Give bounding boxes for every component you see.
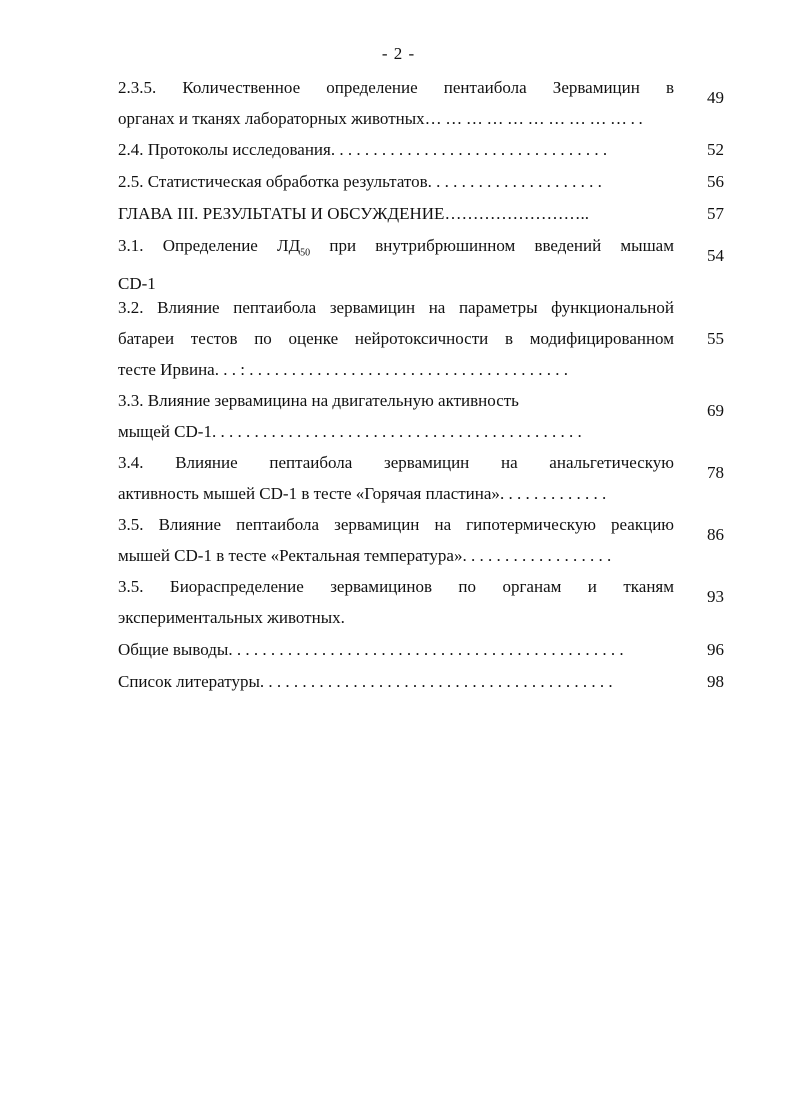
toc-entry-text: 3.5. Биораспределение зервамицинов по органам и тканям — [118, 577, 674, 596]
toc-entry-text: мыщей CD-1 — [118, 422, 212, 441]
toc-entry-text: Общие выводы — [118, 640, 229, 659]
toc-entry-text: активность мышей CD-1 в тесте «Горячая пластина» — [118, 484, 500, 503]
toc-entry-text: 3.5. Влияние пептаибола зервамицин на гипотермическую реакцию — [118, 515, 674, 534]
leader-dots: ………………………….. — [424, 109, 647, 128]
toc-page-number: 49 — [707, 88, 724, 107]
toc-page-number: 78 — [707, 463, 724, 482]
toc-entry-text: экспериментальных животных. — [118, 608, 345, 627]
leader-dots: . . . . . . . . . . . . . . . . . . . . . . . . . . . . . . . . . — [330, 140, 608, 159]
toc-page-number: 54 — [707, 246, 724, 265]
toc-entry-3-1[interactable] — [118, 230, 724, 292]
toc-page-number: 86 — [707, 525, 724, 544]
toc-entry-text: батареи тестов по оценке нейротоксичности в модифицированном — [118, 329, 674, 348]
toc-entry-references[interactable] — [118, 666, 724, 698]
leader-dots: . . . . . . . . . . . . . . . . . . . . . . . . . . . . . . . . . . . . . . . . . . — [259, 672, 613, 691]
toc-entry-text: Список литературы — [118, 672, 260, 691]
toc-entry-2-5[interactable] — [118, 166, 724, 198]
toc-entry-3-2[interactable] — [118, 292, 724, 385]
table-of-contents — [118, 72, 724, 698]
toc-entry-3-5-hypothermic[interactable] — [118, 509, 724, 571]
toc-entry-text: 3.3. Влияние зервамицина на двигательную активность — [118, 391, 519, 410]
leader-dots: . . . . . . . . . . . . . — [499, 484, 607, 503]
toc-page-number: 56 — [707, 172, 724, 191]
toc-entry-text: 3.1. Определение ЛД — [118, 236, 301, 255]
subscript: 50 — [300, 247, 311, 259]
toc-entry-text: 2.4. Протоколы исследования — [118, 140, 331, 159]
toc-entry-text: тесте Ирвина — [118, 360, 215, 379]
toc-entry-text: 3.4. Влияние пептаибола зервамицин на анальгетическую — [118, 453, 674, 472]
toc-entry-3-3[interactable] — [118, 385, 724, 447]
toc-entry-text: 3.2. Влияние пептаибола зервамицин на параметры функциональной — [118, 298, 674, 317]
toc-entry-chapter-3[interactable] — [118, 198, 724, 230]
toc-entry-text: мышей CD-1 в тесте «Ректальная температура» — [118, 546, 463, 565]
toc-page-number: 93 — [707, 587, 724, 606]
leader-dots: . . . . . . . . . . . . . . . . . . . . . . . . . . . . . . . . . . . . . . . . . . . . — [211, 422, 582, 441]
toc-entry-text: CD-1 — [118, 274, 156, 294]
leader-dots: …………………….. — [444, 204, 589, 223]
page-number: - 2 - — [381, 44, 416, 63]
toc-entry-2-4[interactable] — [118, 134, 724, 166]
leader-dots: . . . : . . . . . . . . . . . . . . . . . . . . . . . . . . . . . . . . . . . . . . — [214, 360, 568, 379]
toc-page-number: 57 — [707, 204, 724, 223]
toc-entry-text: 2.5. Статистическая обработка результатов — [118, 172, 428, 191]
leader-dots: . . . . . . . . . . . . . . . . . . . . . — [427, 172, 602, 191]
toc-page-number: 69 — [707, 401, 724, 420]
toc-entry-3-5-biodistribution[interactable] — [118, 571, 724, 634]
leader-dots: . . . . . . . . . . . . . . . . . . — [462, 546, 612, 565]
leader-dots: . . . . . . . . . . . . . . . . . . . . . . . . . . . . . . . . . . . . . . . . . . . . . . . — [228, 640, 624, 659]
toc-entry-text: 2.3.5. Количественное определение пентаибола Зервамицин в — [118, 78, 674, 97]
toc-entry-conclusions[interactable] — [118, 634, 724, 666]
toc-page-number: 55 — [707, 329, 724, 348]
toc-entry-3-4[interactable] — [118, 447, 724, 509]
toc-entry-text: при внутрибрюшинном введений мышам — [310, 236, 674, 255]
toc-entry-2-3-5[interactable] — [118, 72, 724, 134]
toc-entry-text: органах и тканях лабораторных животных — [118, 109, 425, 128]
toc-page-number: 96 — [707, 640, 724, 659]
toc-page-number: 52 — [707, 140, 724, 159]
toc-chapter-heading: ГЛАВА III. РЕЗУЛЬТАТЫ И ОБСУЖДЕНИЕ — [118, 204, 445, 223]
toc-page-number: 98 — [707, 672, 724, 691]
